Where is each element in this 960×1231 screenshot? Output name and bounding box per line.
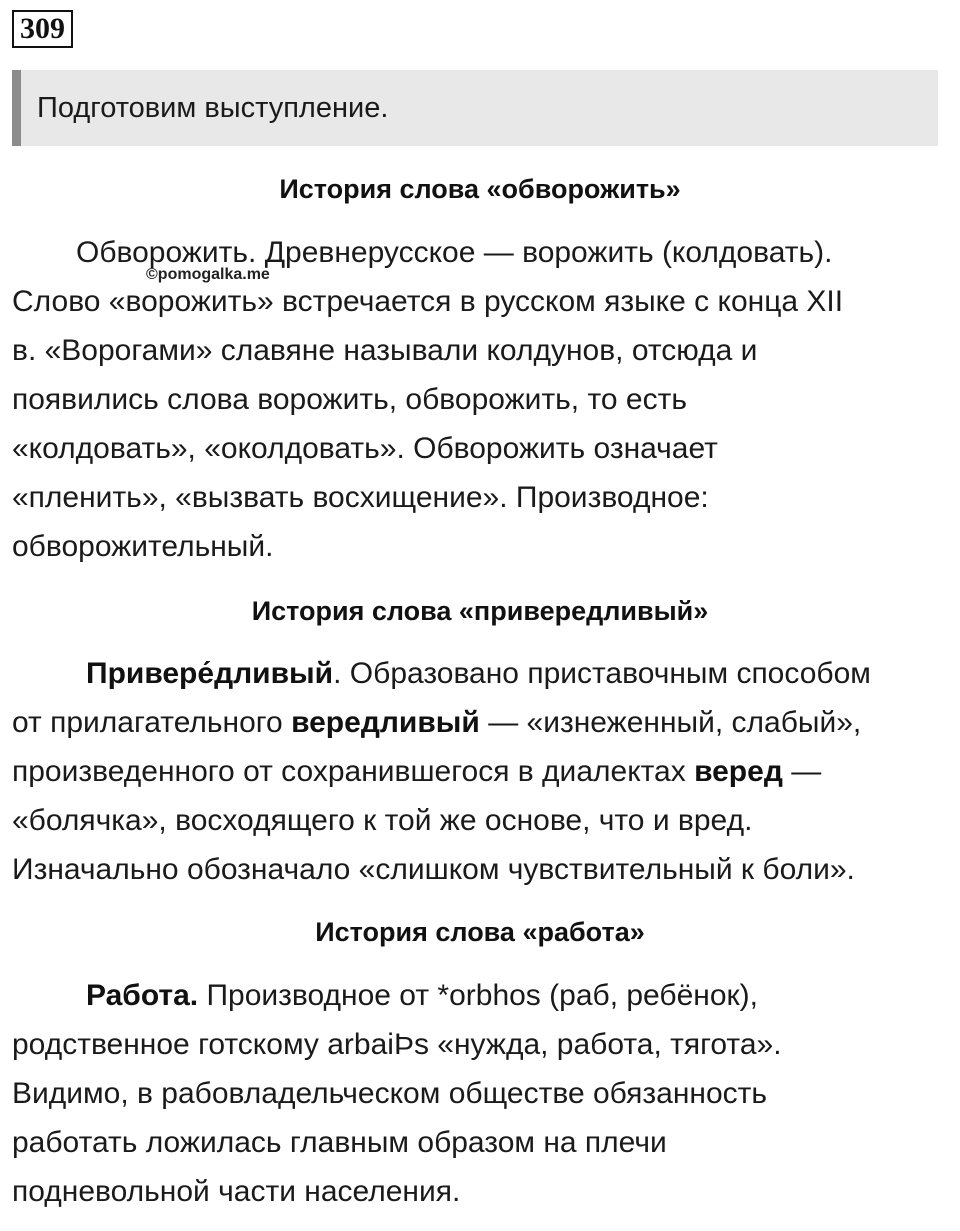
text-line: в. «Ворогами» славяне называли колдунов, отсюда и xyxy=(12,334,758,367)
text-line: «колдовать», «околдовать». Обворожить означает xyxy=(12,432,718,465)
text-line: работать ложилась главным образом на плечи xyxy=(12,1126,667,1159)
text-line: Слово «ворожить» встречается в русском языке с конца XII xyxy=(12,285,844,318)
text-line xyxy=(12,971,948,1020)
text-fragment: — «изнеженный, слабый», xyxy=(479,706,862,739)
term-bold: Работа. xyxy=(86,979,199,1012)
section-title-priveredlivyj: История слова «привередливый» xyxy=(251,596,709,626)
text-line: «пленить», «вызвать восхищение». Производное: xyxy=(12,481,709,514)
task-banner xyxy=(12,70,938,146)
text-line xyxy=(12,747,948,796)
text-fragment: . Образовано приставочным способом xyxy=(333,657,871,690)
text-line xyxy=(12,698,948,747)
text-line: родственное готскому arbaiÞs «нужда, работа, тягота». xyxy=(12,1028,782,1061)
text-line: «болячка», восходящего к той же основе, что и вред. xyxy=(12,804,753,837)
term-bold: Привере́дливый xyxy=(86,657,334,690)
text-line: Видимо, в рабовладельческом обществе обязанность xyxy=(12,1077,768,1110)
text-line xyxy=(12,649,948,698)
task-text: Подготовим выступление. xyxy=(37,92,389,124)
term-bold: веред xyxy=(694,755,783,788)
text-line: Обворожить. Древнерусское — ворожить (колдовать). xyxy=(76,236,833,269)
text-fragment: от прилагательного xyxy=(12,706,292,739)
term-bold: вередливый xyxy=(291,706,480,739)
text-line: подневольной части населения. xyxy=(12,1175,461,1208)
section-title-rabota: История слова «работа» xyxy=(315,917,645,947)
text-fragment: произведенного от сохранившегося в диалектах xyxy=(12,755,695,788)
text-fragment: — xyxy=(782,755,822,788)
exercise-number: 309 xyxy=(12,10,73,48)
section-title-obvorozhit: История слова «обворожить» xyxy=(279,174,681,204)
section-text-rabota xyxy=(12,971,948,1216)
text-fragment: Производное от *orbhos (раб, ребёнок), xyxy=(198,979,758,1012)
text-line: появились слова ворожить, обворожить, то есть xyxy=(12,383,687,416)
watermark: ©pomogalka.me xyxy=(146,266,270,283)
text-line: обворожительный. xyxy=(12,530,274,563)
section-text-priveredlivyj xyxy=(12,649,948,894)
text-line: Изначально обозначало «слишком чувствительный к боли». xyxy=(12,853,855,886)
